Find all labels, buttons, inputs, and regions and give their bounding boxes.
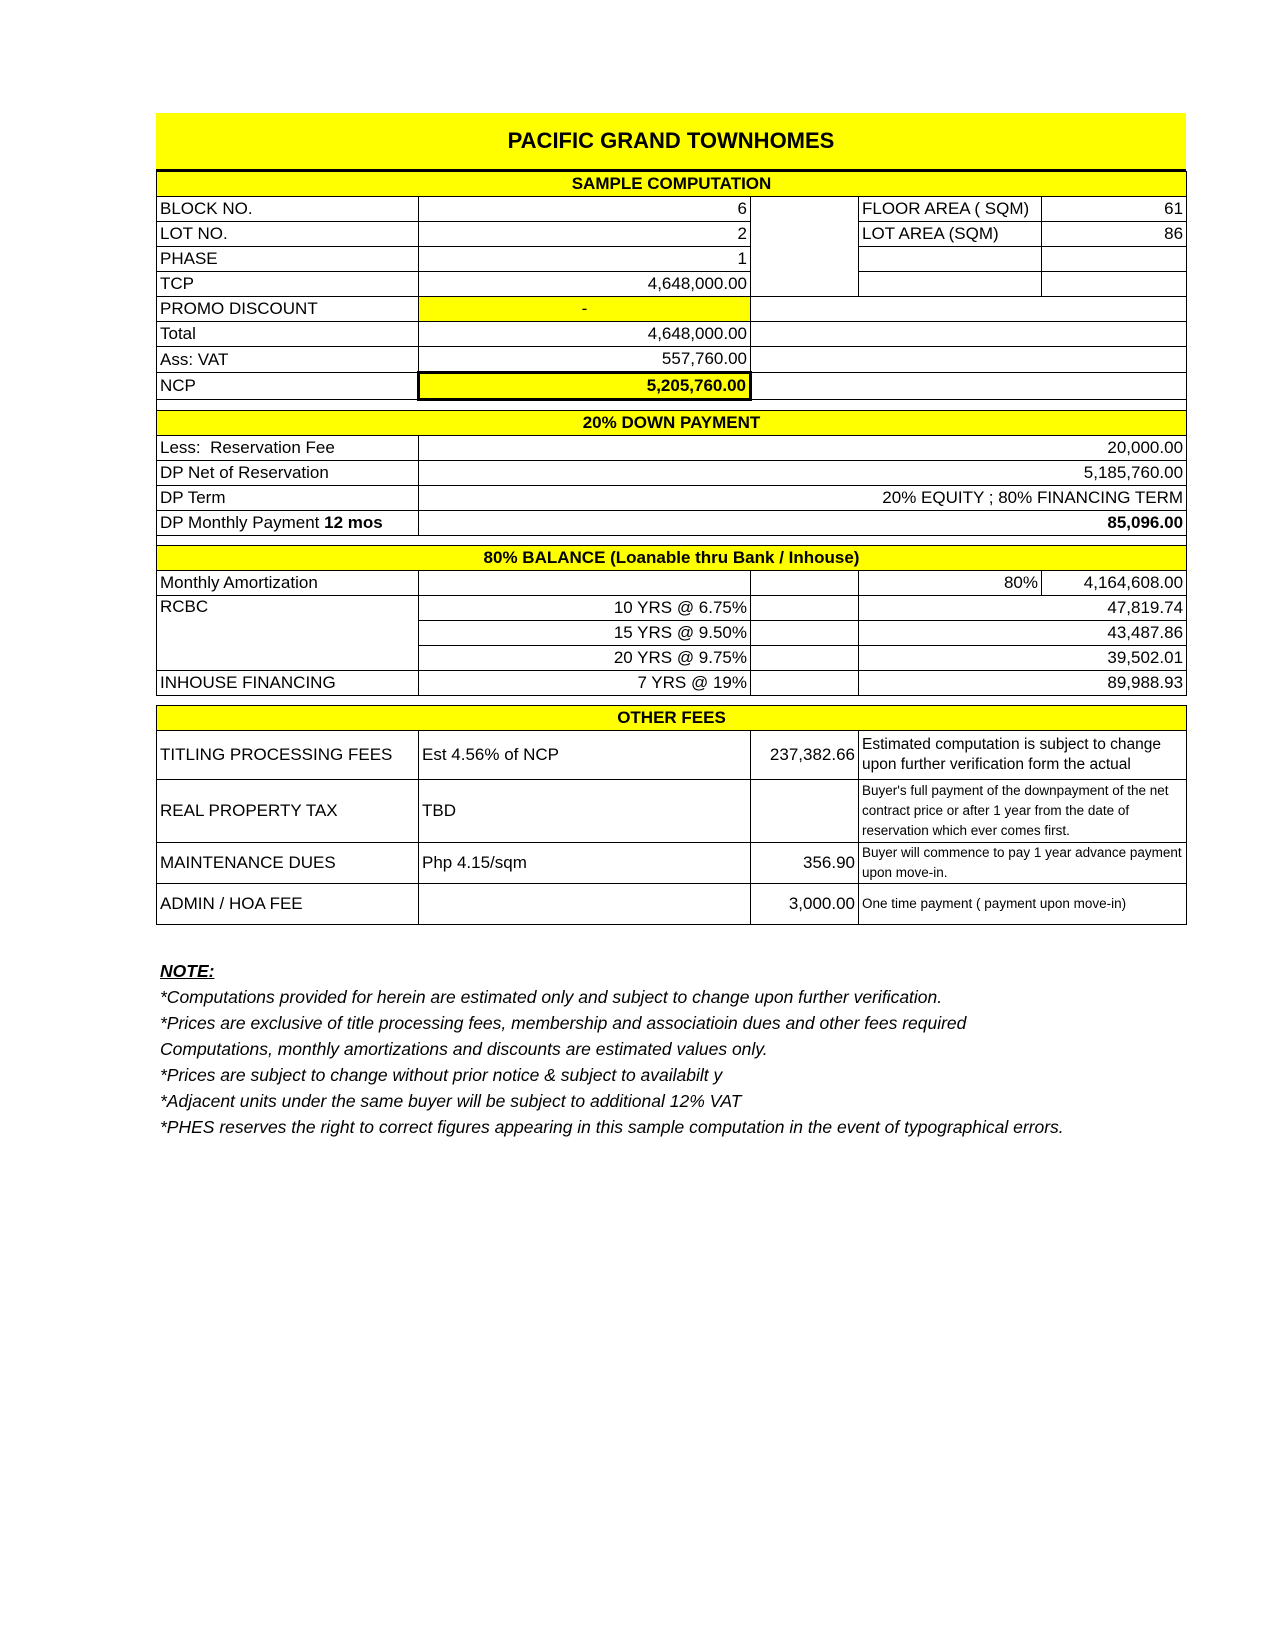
note-line: *Prices are exclusive of title processing fees, membership and associatioin dues and other fees required [160, 1013, 967, 1033]
table-row [157, 247, 1187, 272]
fee-label: REAL PROPERTY TAX [157, 780, 419, 843]
fee-basis: TBD [419, 780, 751, 843]
loan-amount: 4,164,608.00 [1042, 571, 1187, 596]
phase-value: 1 [419, 247, 751, 272]
total-label: Total [157, 322, 419, 347]
reservation-fee-label: Less: Reservation Fee [157, 436, 419, 461]
table-row [157, 843, 1187, 884]
term-amount: 43,487.86 [859, 621, 1187, 646]
table-row [157, 884, 1187, 925]
down-payment-header: 20% DOWN PAYMENT [157, 411, 1187, 436]
term-label: 10 YRS @ 6.75% [419, 596, 751, 621]
tcp-value: 4,648,000.00 [419, 272, 751, 297]
promo-discount-value: - [419, 297, 751, 322]
inhouse-term: 7 YRS @ 19% [419, 671, 751, 696]
vat-label: Ass: VAT [157, 347, 419, 373]
fee-basis: Php 4.15/sqm [419, 843, 751, 884]
bank-label: RCBC [157, 596, 419, 671]
fee-amount [751, 780, 859, 843]
term-label: 15 YRS @ 9.50% [419, 621, 751, 646]
dp-net-label: DP Net of Reservation [157, 461, 419, 486]
ncp-label: NCP [157, 373, 419, 400]
table-row [157, 596, 1187, 621]
note-line: *PHES reserves the right to correct figures appearing in this sample computation in the event of typographical errors. [160, 1117, 1064, 1137]
table-row [157, 373, 1187, 400]
dp-monthly-months: 12 mos [324, 513, 383, 532]
lot-value: 2 [419, 222, 751, 247]
floor-area-value: 61 [1042, 197, 1187, 222]
block-value: 6 [419, 197, 751, 222]
term-amount: 47,819.74 [859, 596, 1187, 621]
fee-remark: One time payment ( payment upon move-in) [859, 884, 1187, 925]
note-line: Computations, monthly amortizations and discounts are estimated values only. [160, 1039, 768, 1059]
lot-label: LOT NO. [157, 222, 419, 247]
table-row [157, 780, 1187, 843]
fee-remark: Buyer's full payment of the downpayment of the net contract price or after 1 year from the date of reservation which ever comes first. [859, 780, 1187, 843]
computation-sheet [156, 113, 1186, 925]
vat-value: 557,760.00 [419, 347, 751, 373]
note-line: *Prices are subject to change without prior notice & subject to availabilt y [160, 1065, 723, 1085]
table-row [157, 461, 1187, 486]
table-row [157, 272, 1187, 297]
term-amount: 39,502.01 [859, 646, 1187, 671]
fee-label: MAINTENANCE DUES [157, 843, 419, 884]
other-fees-header: OTHER FEES [157, 706, 1187, 731]
notes-section [160, 958, 1064, 1140]
balance-header: 80% BALANCE (Loanable thru Bank / Inhouse) [157, 546, 1187, 571]
dp-monthly-label-text: DP Monthly Payment [160, 513, 320, 532]
ncp-value: 5,205,760.00 [419, 373, 751, 400]
table-row [157, 322, 1187, 347]
fee-remark: Buyer will commence to pay 1 year advance payment upon move-in. [859, 843, 1187, 884]
table-row [157, 297, 1187, 322]
lot-area-label: LOT AREA (SQM) [859, 222, 1042, 247]
fee-basis [419, 884, 751, 925]
phase-label: PHASE [157, 247, 419, 272]
fee-label: TITLING PROCESSING FEES [157, 731, 419, 780]
tcp-label: TCP [157, 272, 419, 297]
balance-percent: 80% [859, 571, 1042, 596]
note-line: *Computations provided for herein are estimated only and subject to change upon further verification. [160, 987, 943, 1007]
fee-remark: Estimated computation is subject to change upon further verification form the actual [859, 731, 1187, 780]
table-row [157, 197, 1187, 222]
floor-area-label: FLOOR AREA ( SQM) [859, 197, 1042, 222]
promo-discount-label: PROMO DISCOUNT [157, 297, 419, 322]
term-label: 20 YRS @ 9.75% [419, 646, 751, 671]
table-row [157, 671, 1187, 696]
table-row [157, 511, 1187, 536]
block-label: BLOCK NO. [157, 197, 419, 222]
monthly-amortization-label: Monthly Amortization [157, 571, 419, 596]
dp-monthly-value: 85,096.00 [419, 511, 1187, 536]
fee-amount: 3,000.00 [751, 884, 859, 925]
sheet-title: PACIFIC GRAND TOWNHOMES [156, 113, 1186, 171]
inhouse-amount: 89,988.93 [859, 671, 1187, 696]
dp-term-value: 20% EQUITY ; 80% FINANCING TERM [419, 486, 1187, 511]
table-row [157, 347, 1187, 373]
dp-net-value: 5,185,760.00 [419, 461, 1187, 486]
fee-label: ADMIN / HOA FEE [157, 884, 419, 925]
reservation-fee-value: 20,000.00 [419, 436, 1187, 461]
table-row [157, 571, 1187, 596]
total-value: 4,648,000.00 [419, 322, 751, 347]
table-row [157, 436, 1187, 461]
table-row [157, 731, 1187, 780]
dp-monthly-label [157, 511, 419, 536]
fee-amount: 237,382.66 [751, 731, 859, 780]
fee-amount: 356.90 [751, 843, 859, 884]
lot-area-value: 86 [1042, 222, 1187, 247]
table-row [157, 222, 1187, 247]
table-row [157, 486, 1187, 511]
note-line: *Adjacent units under the same buyer will be subject to additional 12% VAT [160, 1091, 742, 1111]
fee-basis: Est 4.56% of NCP [419, 731, 751, 780]
notes-heading: NOTE: [160, 961, 215, 981]
inhouse-label: INHOUSE FINANCING [157, 671, 419, 696]
sample-computation-table [156, 171, 1187, 925]
dp-term-label: DP Term [157, 486, 419, 511]
sample-computation-header: SAMPLE COMPUTATION [157, 172, 1187, 197]
